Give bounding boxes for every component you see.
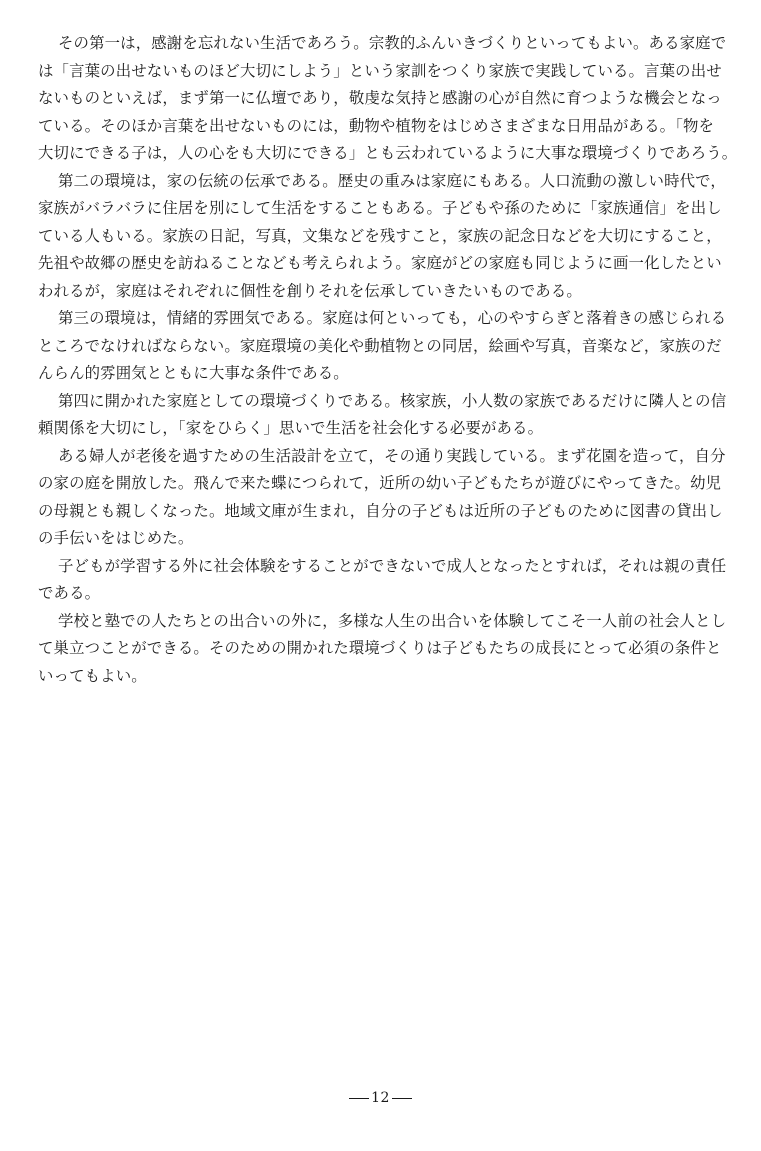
text-line: 先祖や故郷の歴史を訪ねることなども考えられよう。家庭がどの家庭も同じように画一化したとい [38,254,722,272]
paragraph-3 [38,305,728,388]
text-line: 第二の環境は，家の伝統の伝承である。歴史の重みは家庭にもある。人口流動の激しい時代で， [58,171,726,190]
text-line: ないものといえば，まず第一に仏壇であり，敬虔な気持と感謝の心が自然に育つような機会となっ [38,89,722,107]
text-line: の手伝いをはじめた。 [38,529,194,547]
text-line: その第一は，感謝を忘れない生活であろう。宗教的ふんいきづくりといってもよい。ある家庭で [58,34,727,52]
text-line: いってもよい。 [38,666,147,685]
text-line: 第四に開かれた家庭としての環境づくりである。核家族，小人数の家族であるだけに隣人との信 [58,391,727,410]
text-line: 子どもが学習する外に社会体験をすることができないで成人となったとすれば，それは親の責任 [58,556,727,575]
text-line: 第三の環境は，情緒的雰囲気である。家庭は何といっても，心のやすらぎと落着きの感じられる [58,309,727,327]
paragraph-4 [38,388,728,443]
text-line: 家族がバラバラに住居を別にして生活をすることもある。子どもや孫のために「家族通信」を出し [38,199,722,217]
text-line: の母親とも親しくなった。地域文庫が生まれ，自分の子どもは近所の子どものために図書の貸出し [38,501,723,520]
text-line: は「言葉の出せないものほど大切にしよう」という家訓をつくり家族で実践している。言葉の出せ [38,61,722,80]
text-line: 頼関係を大切にし，「家をひらく」思いで生活を社会化する必要がある。 [38,419,544,437]
page-number [0,1090,761,1106]
text-line: 学校と塾での人たちとの出合いの外に，多様な人生の出合いを体験してこそ一人前の社会人とし [58,611,727,630]
body-text [38,30,738,690]
page-number-value: 12 [371,1090,390,1106]
paragraph-7 [38,608,728,691]
text-line: ている。そのほか言葉を出せないものには，動物や植物をはじめさまざまな日用品がある。「物を [38,116,715,135]
paragraph-5 [38,443,728,553]
text-line: て巣立つことができる。そのための開かれた環境づくりは子どもたちの成長にとって必須の条件と [38,639,722,657]
text-line: んらん的雰囲気とともに大事な条件である。 [38,364,349,382]
text-line: われるが，家庭はそれぞれに個性を創りそれを伝承していきたいものである。 [38,281,582,300]
paragraph-2 [38,168,728,306]
text-line: ところでなければならない。家庭環境の美化や動植物との同居，絵画や写真，音楽など，家族のだ [38,336,722,355]
page-number-dash-left [349,1098,369,1099]
page-number-dash-right [392,1098,412,1099]
paragraph-1 [38,30,738,168]
text-line: ある婦人が老後を過すための生活設計を立て，その通り実践している。まず花園を造って，自分 [58,446,726,465]
text-line: ている人もいる。家族の日記，写真，文集などを残すこと，家族の記念日などを大切にすること， [38,226,722,245]
text-line: 大切にできる子は，人の心をも大切にできる」とも云われているように大事な環境づくりであろう。 [38,144,738,162]
paragraph-6 [38,553,728,608]
text-line: の家の庭を開放した。飛んで来た蝶につられて，近所の幼い子どもたちが遊びにやってきた。幼児 [38,474,722,492]
text-line: である。 [38,584,101,602]
